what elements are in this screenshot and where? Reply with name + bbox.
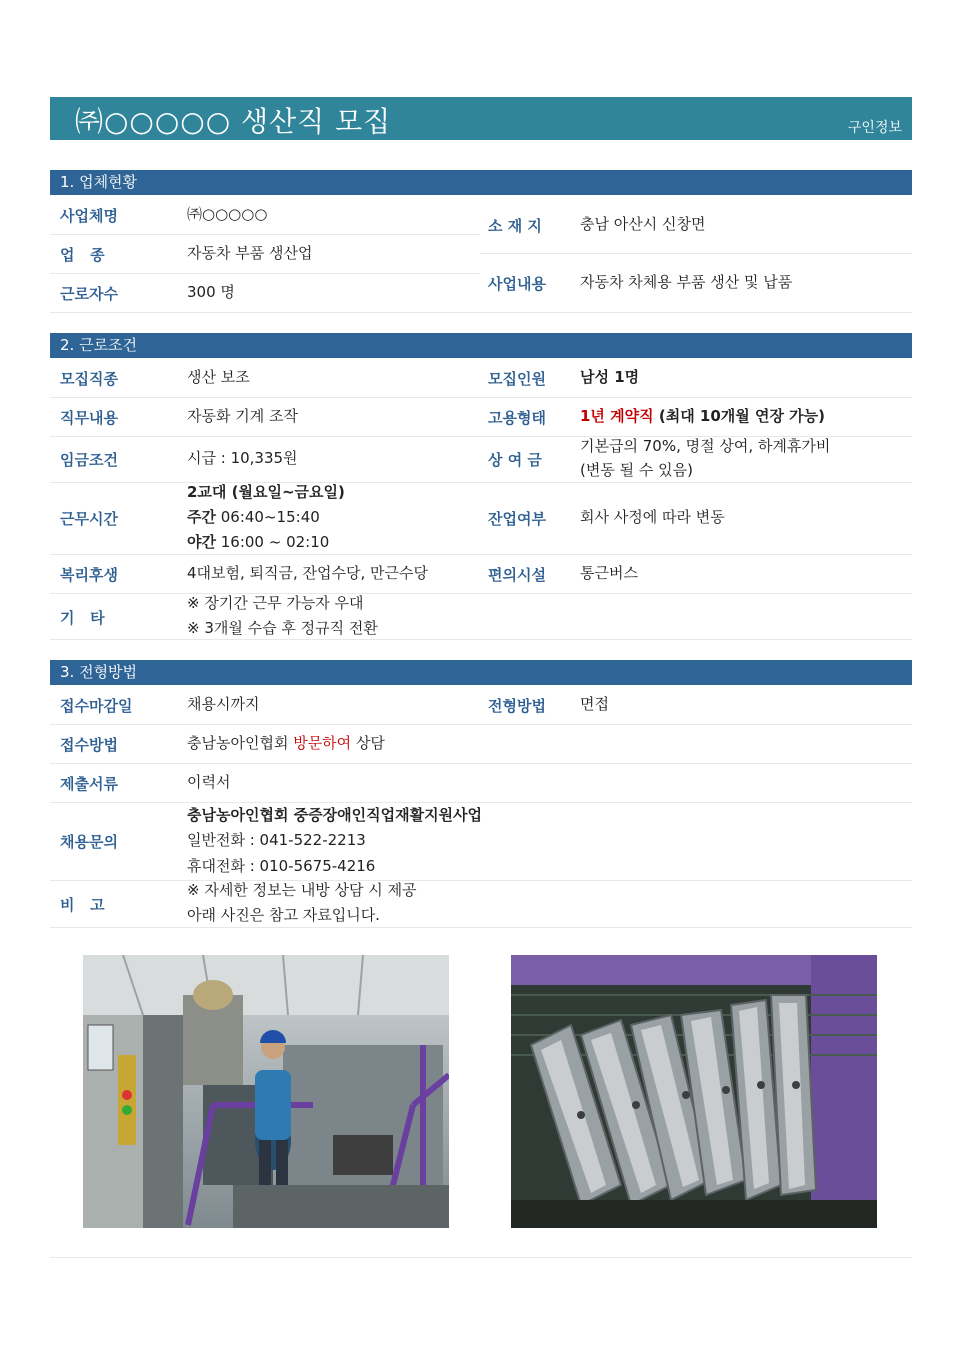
label-wage: 임금조건 [60, 451, 118, 469]
hours-night-label: 야간 [187, 533, 216, 551]
value-business: 자동차 차체용 부품 생산 및 납품 [580, 273, 793, 291]
row-wage [50, 437, 912, 483]
value-contact-mobile: 휴대전화 : 010-5675-4216 [187, 857, 376, 875]
row-contact [50, 803, 912, 881]
label-employment: 고용형태 [488, 409, 546, 427]
row-deadline [50, 686, 912, 725]
label-welfare: 복리후생 [60, 566, 118, 584]
value-etc-line1: ※ 장기간 근무 가능자 우대 [187, 594, 364, 612]
label-contact: 채용문의 [60, 833, 118, 851]
value-hours-night [187, 530, 329, 555]
value-welfare: 4대보험, 퇴직금, 잔업수당, 만근수당 [187, 564, 429, 582]
label-business: 사업내용 [488, 275, 546, 293]
value-job: 생산 보조 [187, 368, 250, 386]
page-title: ㈜○○○○○ 생산직 모집 [75, 105, 392, 138]
value-etc-line2: ※ 3개월 수습 후 정규직 전환 [187, 619, 378, 637]
label-etc: 기 타 [60, 609, 105, 627]
apply-org: 충남농아인협회 [187, 734, 294, 752]
label-apply: 접수방법 [60, 736, 118, 754]
value-workers: 300 명 [187, 283, 235, 301]
title-bar [50, 97, 912, 140]
value-docs: 이력서 [187, 773, 231, 791]
apply-visit: 방문하여 [293, 734, 352, 752]
label-location: 소 재 지 [488, 217, 542, 235]
hours-day-time: 06:40~15:40 [215, 508, 320, 526]
label-industry: 업 종 [60, 246, 105, 264]
value-wage: 시급 : 10,335원 [187, 449, 298, 467]
row-company-name [50, 196, 480, 235]
value-facility: 통근버스 [580, 564, 638, 582]
label-hours: 근무시간 [60, 510, 118, 528]
value-deadline: 채용시까지 [187, 695, 260, 713]
label-bonus: 상 여 금 [488, 451, 542, 469]
label-duty: 직무내용 [60, 409, 118, 427]
label-recruits: 모집인원 [488, 370, 546, 388]
apply-consult: 상담 [351, 734, 385, 752]
row-note [50, 881, 912, 928]
value-overtime: 회사 사정에 따라 변동 [580, 508, 725, 526]
photo-factory-worker [83, 955, 449, 1228]
bottom-divider [50, 1257, 912, 1258]
value-contact-org: 충남농아인협회 중증장애인직업재활지원사업 [187, 806, 483, 824]
row-docs [50, 764, 912, 803]
value-bonus-line2: (변동 될 수 있음) [580, 461, 693, 479]
value-bonus-line1: 기본급의 70%, 명절 상여, 하계휴가비 [580, 437, 831, 455]
value-duty: 자동화 기계 조작 [187, 407, 298, 425]
row-job [50, 359, 912, 398]
label-note: 비 고 [60, 896, 105, 914]
employment-extension: (최대 10개월 연장 가능) [653, 407, 826, 425]
row-industry [50, 235, 480, 274]
hours-day-label: 주간 [187, 508, 216, 526]
hours-night-time: 16:00 ~ 02:10 [215, 533, 330, 551]
value-industry: 자동차 부품 생산업 [187, 244, 313, 262]
label-workers: 근로자수 [60, 285, 118, 303]
value-recruits: 남성 1명 [580, 368, 640, 386]
page-tag: 구인정보 [847, 120, 902, 136]
value-hours-day [187, 505, 320, 530]
label-overtime: 잔업여부 [488, 510, 546, 528]
row-apply [50, 725, 912, 764]
row-business [480, 254, 912, 313]
label-method: 전형방법 [488, 697, 546, 715]
row-workers [50, 274, 480, 313]
value-contact-phone: 일반전화 : 041-522-2213 [187, 831, 366, 849]
label-company-name: 사업체명 [60, 207, 118, 225]
value-note-line1: ※ 자세한 정보는 내방 상담 시 제공 [187, 881, 417, 899]
row-etc [50, 594, 912, 640]
row-duty [50, 398, 912, 437]
row-hours [50, 483, 912, 555]
value-note-line2: 아래 사진은 참고 자료입니다. [187, 906, 380, 924]
section-header-selection: 3. 전형방법 [50, 660, 912, 685]
photo-metal-parts [511, 955, 877, 1228]
value-method: 면접 [580, 695, 609, 713]
section-header-conditions: 2. 근로조건 [50, 333, 912, 358]
section-header-company: 1. 업체현황 [50, 170, 912, 195]
value-employment [580, 404, 825, 429]
value-hours-shift: 2교대 (월요일~금요일) [187, 483, 345, 501]
value-location: 충남 아산시 신창면 [580, 215, 706, 233]
label-docs: 제출서류 [60, 775, 118, 793]
employment-contract: 1년 계약직 [580, 407, 654, 425]
value-apply [187, 731, 385, 756]
label-job: 모집직종 [60, 370, 118, 388]
label-facility: 편의시설 [488, 566, 546, 584]
value-company-name: ㈜○○○○○ [187, 205, 268, 223]
row-welfare [50, 555, 912, 594]
label-deadline: 접수마감일 [60, 697, 133, 715]
row-location [480, 196, 912, 254]
